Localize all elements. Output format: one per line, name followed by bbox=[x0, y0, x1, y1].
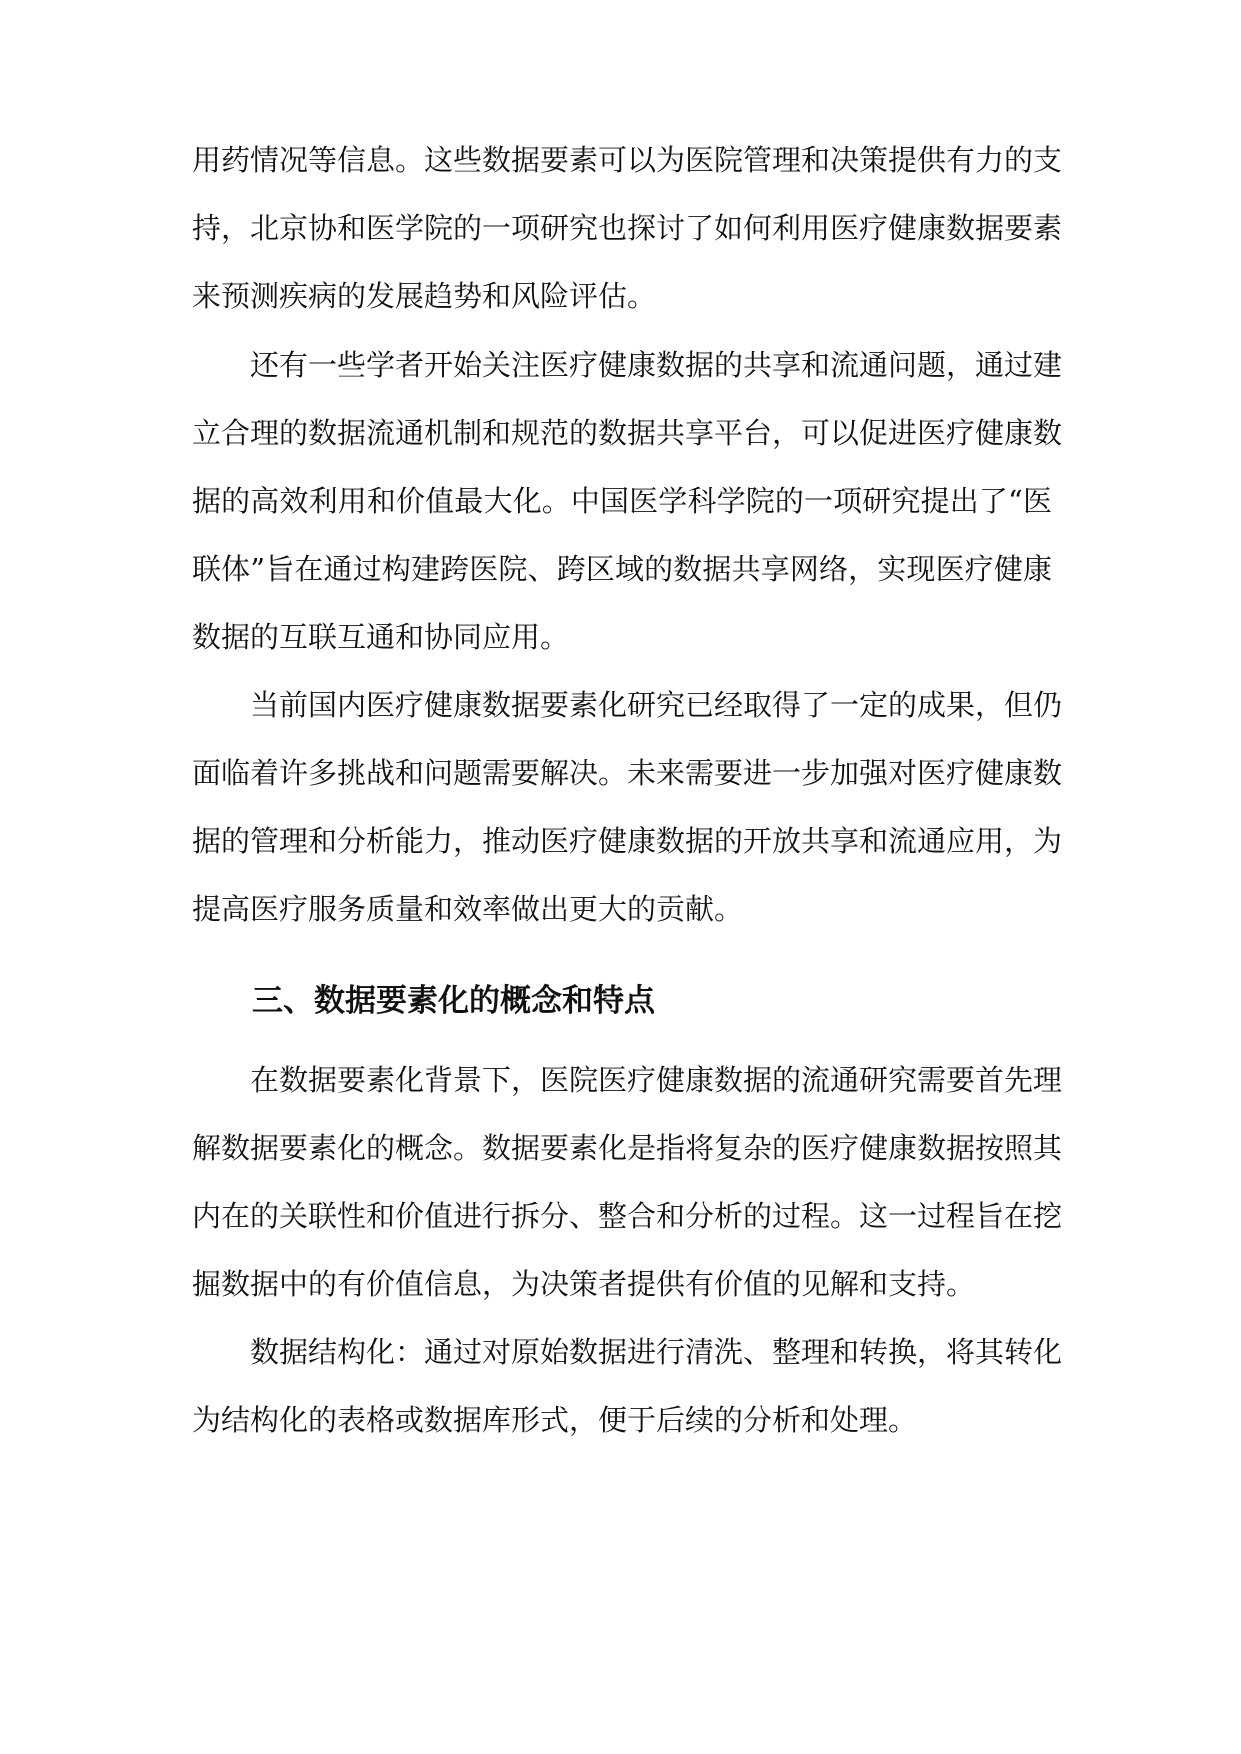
paragraph-2-line-3: 据的高效利用和价值最大化。中国医学科学院的一项研究提出了“医 bbox=[192, 484, 1052, 518]
section-paragraph-1-line-4: 掘数据中的有价值信息，为决策者提供有价值的见解和支持。 bbox=[192, 1267, 976, 1301]
paragraph-2-line-2: 立合理的数据流通机制和规范的数据共享平台，可以促进医疗健康数 bbox=[192, 416, 1063, 450]
section-paragraph-2-line-2: 为结构化的表格或数据库形式，便于后续的分析和处理。 bbox=[192, 1403, 918, 1437]
paragraph-2-line-1: 还有一些学者开始关注医疗健康数据的共享和流通问题，通过建 bbox=[250, 348, 1063, 382]
paragraph-3-line-4: 提高医疗服务质量和效率做出更大的贡献。 bbox=[192, 892, 744, 926]
paragraph-1-line-1: 用药情况等信息。这些数据要素可以为医院管理和决策提供有力的支 bbox=[192, 143, 1063, 177]
paragraph-3-line-2: 面临着许多挑战和问题需要解决。未来需要进一步加强对医疗健康数 bbox=[192, 756, 1063, 790]
section-paragraph-1-line-3: 内在的关联性和价值进行拆分、整合和分析的过程。这一过程旨在挖 bbox=[192, 1199, 1063, 1233]
section-paragraph-1-line-2: 解数据要素化的概念。数据要素化是指将复杂的医疗健康数据按照其 bbox=[192, 1131, 1063, 1165]
paragraph-1-line-2: 持，北京协和医学院的一项研究也探讨了如何利用医疗健康数据要素 bbox=[192, 211, 1063, 245]
paragraph-3-line-3: 据的管理和分析能力，推动医疗健康数据的开放共享和流通应用，为 bbox=[192, 824, 1063, 858]
section-paragraph-1-line-1: 在数据要素化背景下，医院医疗健康数据的流通研究需要首先理 bbox=[250, 1063, 1063, 1097]
paragraph-3-line-1: 当前国内医疗健康数据要素化研究已经取得了一定的成果，但仍 bbox=[250, 688, 1063, 722]
paragraph-2-line-4: 联体”旨在通过构建跨医院、跨区域的数据共享网络，实现医疗健康 bbox=[192, 552, 1052, 586]
section-paragraph-2-line-1: 数据结构化：通过对原始数据进行清洗、整理和转换，将其转化 bbox=[250, 1335, 1063, 1369]
section-heading: 三、数据要素化的概念和特点 bbox=[252, 983, 655, 1019]
paragraph-1-line-3: 来预测疾病的发展趋势和风险评估。 bbox=[192, 279, 657, 313]
paragraph-2-line-5: 数据的互联互通和协同应用。 bbox=[192, 620, 570, 654]
